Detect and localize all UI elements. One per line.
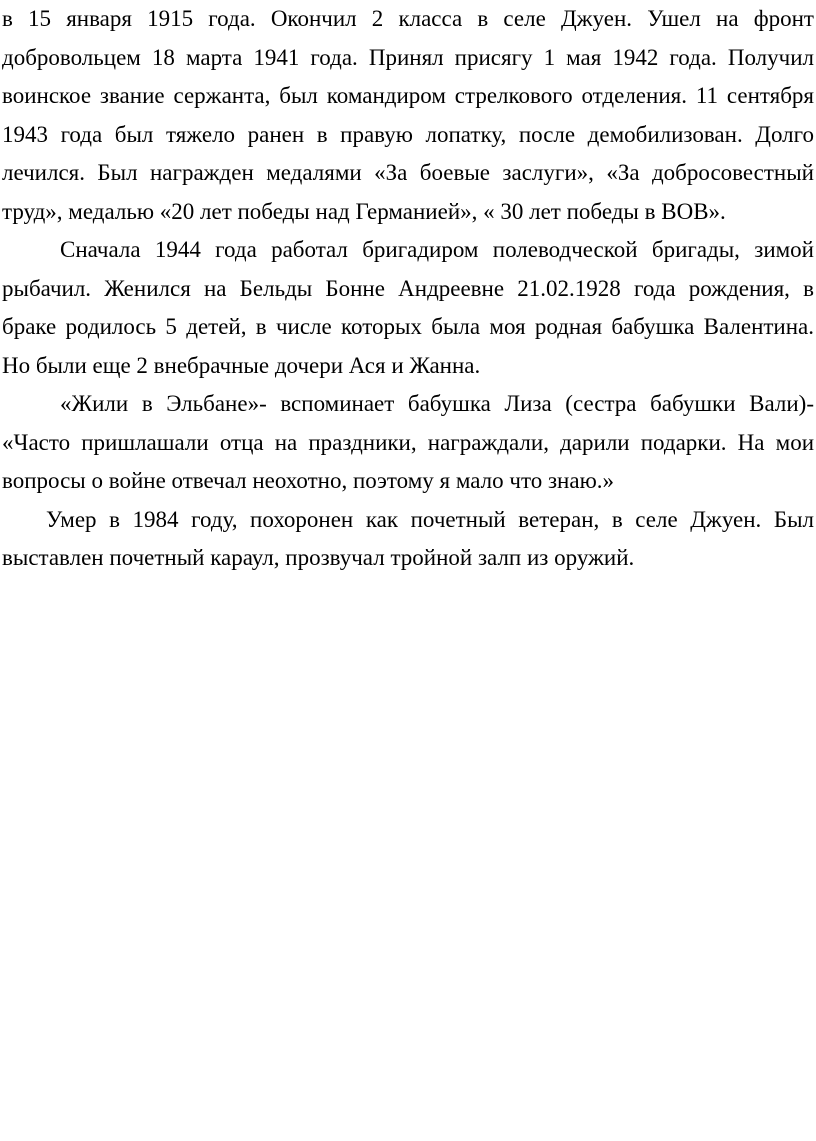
text-line: Умер в 1984 году, похоронен как почетный ветеран, в селе Джуен. Был <box>46 506 814 532</box>
text-line: выставлен почетный караул, прозвучал тройной залп из оружий. <box>2 545 635 570</box>
text-line: «Часто пришлашали отца на праздники, награждали, дарили подарки. На мои <box>2 429 814 455</box>
paragraph-biography <box>2 0 814 231</box>
paragraph-postwar <box>2 231 814 385</box>
document-body <box>2 0 814 578</box>
text-line: рыбачил. Женился на Бельды Бонне Андреевне 21.02.1928 года рождения, в <box>2 275 814 301</box>
text-line: труд», медалью «20 лет победы над Германией», « 30 лет победы в ВОВ». <box>2 198 726 224</box>
text-line: воинское звание сержанта, был командиром стрелкового отделения. 11 сентября <box>2 83 814 108</box>
text-line: 1943 года был тяжело ранен в правую лопатку, после демобилизован. Долго <box>2 121 814 147</box>
paragraph-memories <box>2 385 814 501</box>
paragraph-death <box>2 501 814 578</box>
text-line: браке родилось 5 детей, в числе которых была моя родная бабушка Валентина. <box>2 314 814 339</box>
text-line: вопросы о войне отвечал неохотно, поэтому я мало что знаю.» <box>2 468 615 493</box>
text-line: Сначала 1944 года работал бригадиром полеводческой бригады, зимой <box>60 237 814 262</box>
text-line: добровольцем 18 марта 1941 года. Принял присягу 1 мая 1942 года. Получил <box>2 44 814 70</box>
text-line: Но были еще 2 внебрачные дочери Ася и Жанна. <box>2 352 481 378</box>
text-line: в 15 января 1915 года. Окончил 2 класса в селе Джуен. Ушел на фронт <box>2 6 814 31</box>
text-line: «Жили в Эльбане»- вспоминает бабушка Лиза (сестра бабушки Вали)- <box>60 391 814 416</box>
text-line: лечился. Был награжден медалями «За боевые заслуги», «За добросовестный <box>2 160 814 185</box>
